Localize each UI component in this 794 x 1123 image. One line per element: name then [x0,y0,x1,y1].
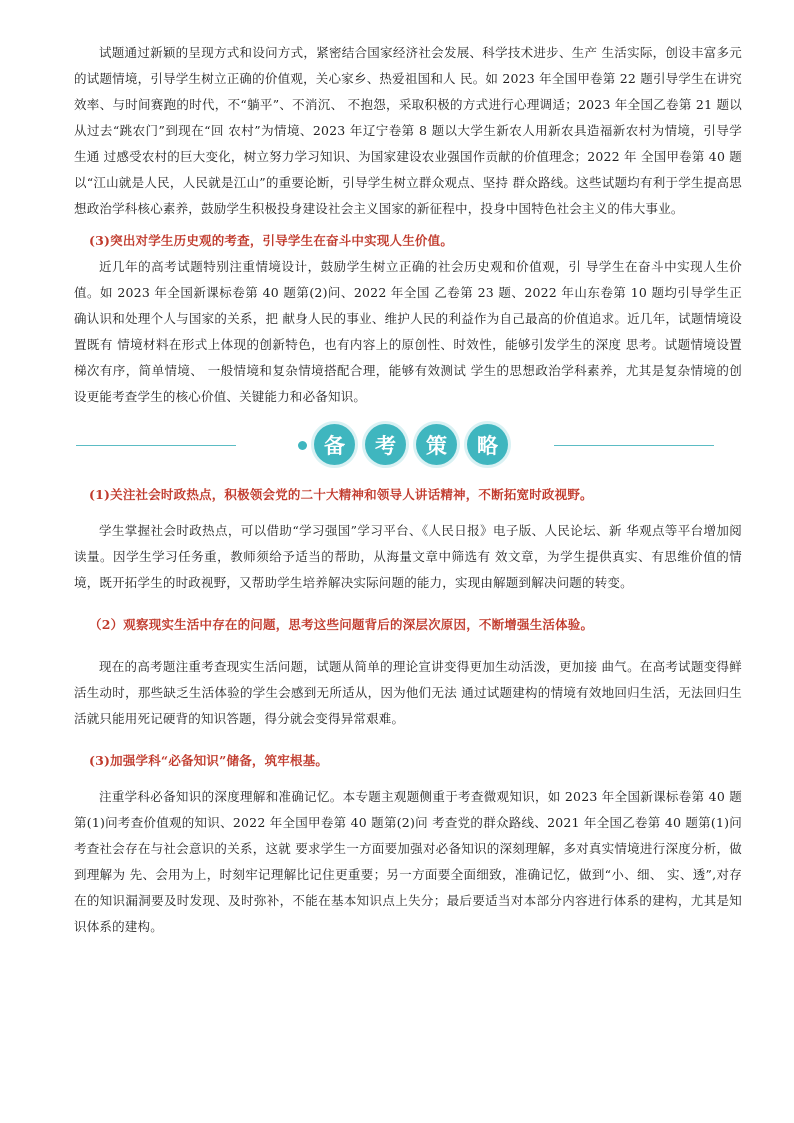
document-page [74,40,742,940]
heading-real-life: （2）观察现实生活中存在的问题，思考这些问题背后的深层次原因，不断增强生活体验。 [89,617,594,632]
section-banner-strategy [74,420,742,472]
banner-char: 考 [365,424,406,465]
banner-left-line [76,445,236,446]
banner-char: 略 [467,424,508,465]
banner-char: 备 [314,424,355,465]
paragraph-intro: 试题通过新颖的呈现方式和设问方式，紧密结合国家经济社会发展、科学技术进步、生产 生活实际，创设丰富多元的试题情境，引导学生树立正确的价值观，关心家乡、热爱祖国和人 民。如 2023 年全国甲卷第 22 题引导学生在讲究效率、与时间赛跑的时代，不“躺平”、不消沉、 不抱怨，采取积极的方式进行心理调适；2023 年全国乙卷第 21 题以从过去“跳农门”到现在“回 农村”为情境、2023 年辽宁卷第 8 题以大学生新农人用新农具造福新农村为情境，引导学生通 过感受农村的巨大变化，树立努力学习知识、为国家建设农业强国作贡献的价值理念；2022 年 全国甲卷第 40 题以“江山就是人民，人民就是江山”的重要论断，引导学生树立群众观点、坚持 群众路线。这些试题均有利于学生提高思想政治学科核心素养，鼓励学生积极投身建设社会主义国家的新征程中，投身中国特色社会主义的伟大事业。 [74,45,742,216]
banner-right-line [554,445,714,446]
paragraph-history-view: 近几年的高考试题特别注重情境设计，鼓励学生树立正确的社会历史观和价值观，引 导学生在奋斗中实现人生价值。如 2023 年全国新课标卷第 40 题第(2)问、2022 年全国 乙卷第 23 题、2022 年山东卷第 10 题均引导学生正确认识和处理个人与国家的关系，把 献身人民的事业、维护人民的利益作为自己最高的价值追求。近几年，试题情境设置既有 情境材料在形式上体现的创新特色，也有内容上的原创性、时效性，能够引发学生的深度 思考。试题情境设置梯次有序，简单情境、 一般情境和复杂情境搭配合理，能够有效测试 学生的思想政治学科素养，尤其是复杂情境的创设更能考查学生的核心价值、关键能力和必备知识。 [74,259,742,404]
banner-dot-icon [298,441,307,450]
heading-essential-knowledge: (3)加强学科“必备知识”储备，筑牢根基。 [89,753,329,768]
heading-history-view: (3)突出对学生历史观的考查，引导学生在奋斗中实现人生价值。 [89,233,454,248]
banner-title [314,424,508,465]
paragraph-current-affairs: 学生掌握社会时政热点，可以借助“学习强国”学习平台、《人民日报》电子版、人民论坛、新 华观点等平台增加阅读量。因学生学习任务重，教师须给予适当的帮助，从海量文章中筛选有 效文章，为学生提供真实、有思维价值的情境，既开拓学生的时政视野，又帮助学生培养解决实际问题的能力，实现由解题到解决问题的转变。 [74,523,742,590]
heading-current-affairs: (1)关注社会时政热点，积极领会党的二十大精神和领导人讲话精神，不断拓宽时政视野。 [89,487,593,502]
paragraph-essential-knowledge: 注重学科必备知识的深度理解和准确记忆。本专题主观题侧重于考查微观知识，如 2023 年全国新课标卷第 40 题第(1)问考查价值观的知识、2022 年全国甲卷第 40 题第(2)问 考查党的群众路线、2021 年全国乙卷第 40 题第(1)问考查社会存在与社会意识的关系，这就 要求学生一方面要加强对必备知识的深刻理解，多对真实情境进行深度分析，做到理解为 先、会用为上，时刻牢记理解比记住更重要；另一方面要全面细致，准确记忆，做到“小、细、 实、透”,对存在的知识漏洞要及时发现、及时弥补，不能在基本知识点上失分；最后要适当对本部分内容进行体系的建构，尤其是知识体系的建构。 [74,789,742,934]
paragraph-real-life: 现在的高考题注重考查现实生活问题，试题从简单的理论宣讲变得更加生动活泼，更加接 曲气。在高考试题变得鲜活生动时，那些缺乏生活体验的学生会感到无所适从，因为他们无法 通过试题建构的情境有效地回归生活，无法回归生活就只能用死记硬背的知识答题，得分就会变得异常艰难。 [74,659,742,726]
banner-char: 策 [416,424,457,465]
